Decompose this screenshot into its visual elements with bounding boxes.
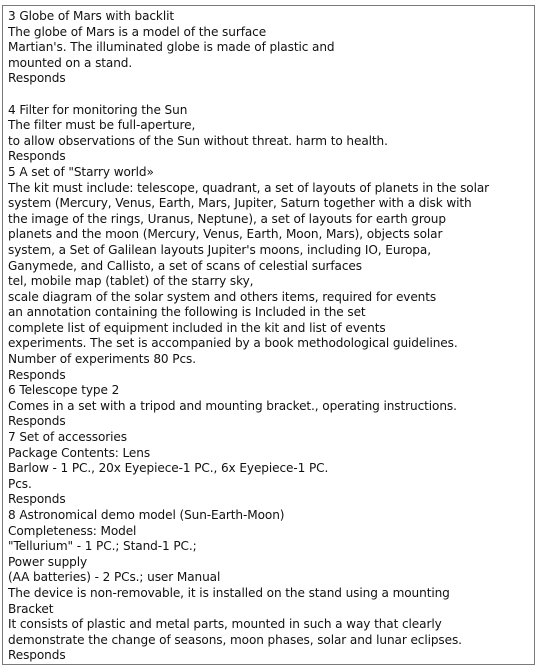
text-line: Responds [8,492,66,507]
text-line: Power supply [8,554,88,569]
text-line: "Tellurium" - 1 PC.; Stand-1 PC.; [8,539,197,554]
text-line: tel, mobile map (tablet) of the starry sky, [8,274,254,289]
text-line: Responds [8,149,66,164]
text-line: demonstrate the change of seasons, moon phases, solar and lunar eclipses. [8,632,462,647]
text-line: experiments. The set is accompanied by a book methodological guidelines. [8,336,458,351]
document-text-box [2,5,535,665]
text-line: an annotation containing the following is Included in the set [8,305,366,320]
text-line: planets and the moon (Mercury, Venus, Earth, Moon, Mars), objects solar [8,227,443,242]
text-line: The device is non-removable, it is installed on the stand using a mounting [8,585,450,600]
text-line: Bracket [8,601,54,616]
text-line: 8 Astronomical demo model (Sun-Earth-Moon) [8,508,285,522]
text-line: Responds [8,367,66,382]
text-line: Completeness: Model [8,523,137,538]
text-line: Comes in a set with a tripod and mounting bracket., operating instructions. [8,398,457,413]
text-line: Number of experiments 80 Pcs. [8,352,196,367]
text-line: 6 Telescope type 2 [8,383,120,398]
text-line: Martian's. The illuminated globe is made of plastic and [8,40,335,55]
text-line: Responds [8,648,66,663]
text-line: Barlow - 1 PC., 20x Eyepiece-1 PC., 6x Eyepiece-1 PC. [8,461,329,476]
text-line: the image of the rings, Uranus, Neptune), a set of layouts for earth group [8,211,446,226]
text-line: The globe of Mars is a model of the surface [8,24,267,39]
text-line: system (Mercury, Venus, Earth, Mars, Jupiter, Saturn together with a disk with [8,196,472,211]
text-line: scale diagram of the solar system and others items, required for events [8,289,437,304]
blank-line [8,87,534,103]
text-line: Responds [8,71,66,86]
text-line: (AA batteries) - 2 PCs.; user Manual [8,570,221,585]
text-line: The filter must be full-aperture, [8,118,196,133]
text-line: 4 Filter for monitoring the Sun [8,102,188,117]
text-line: 5 A set of "Starry world» [8,164,154,179]
text-line: system, a Set of Galilean layouts Jupiter's moons, including IO, Europa, [8,242,431,257]
text-line: 3 Globe of Mars with backlit [8,9,174,23]
text-line: Ganymede, and Callisto, a set of scans of celestial surfaces [8,258,362,273]
text-line: mounted on a stand. [8,55,133,70]
text-line: Responds [8,414,66,429]
text-line: The kit must include: telescope, quadrant, a set of layouts of planets in the solar [8,180,490,195]
text-line: It consists of plastic and metal parts, mounted in such a way that clearly [8,617,442,632]
text-line: complete list of equipment included in the kit and list of events [8,320,386,335]
text-line: Package Contents: Lens [8,445,151,460]
text-line: Pcs. [8,476,32,491]
text-line: to allow observations of the Sun without threat. harm to health. [8,133,388,148]
text-line: 7 Set of accessories [8,430,127,445]
